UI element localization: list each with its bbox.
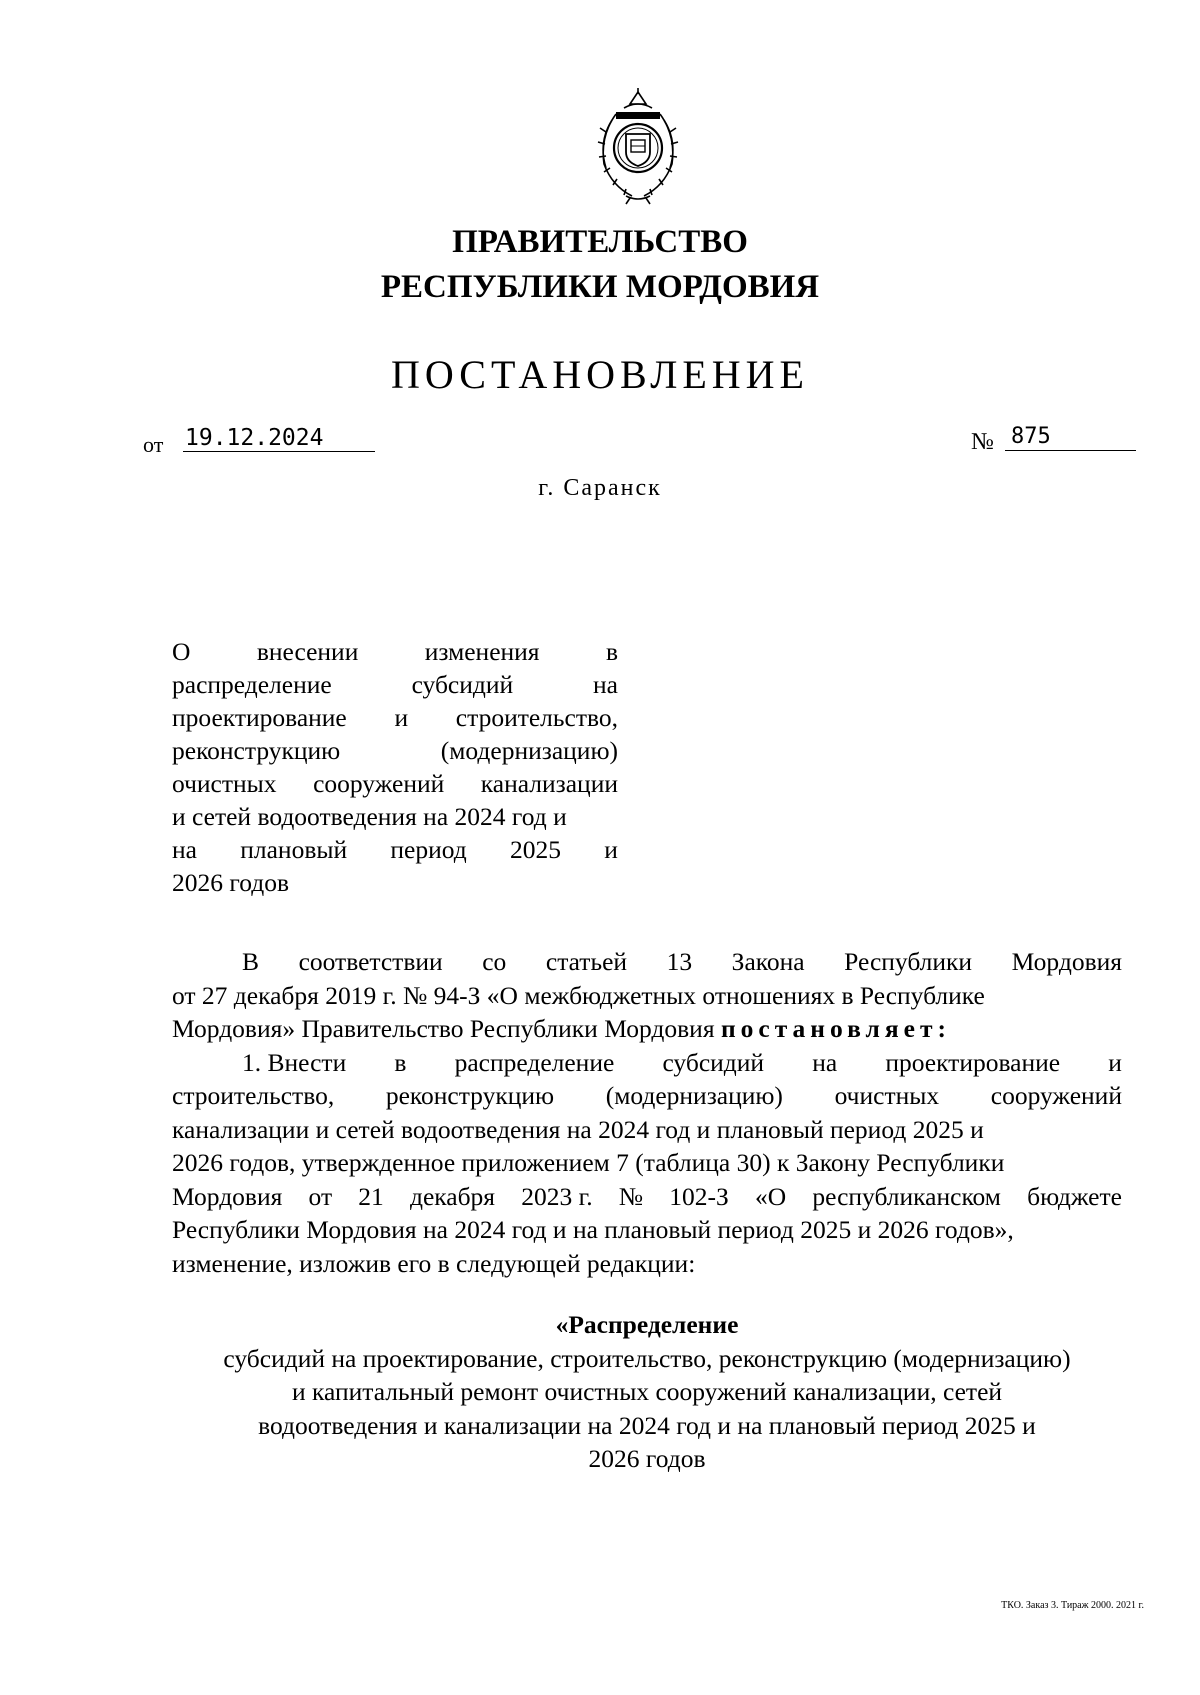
word: 1. Внести — [242, 1047, 347, 1077]
paragraph-legal-basis-last-line — [172, 1012, 1122, 1046]
word: В — [242, 947, 260, 976]
word: и — [1108, 1047, 1122, 1077]
text-line — [172, 1113, 1122, 1147]
word: строительство, — [172, 1081, 335, 1110]
word: реконструкцию — [172, 736, 341, 765]
date-label: от — [143, 432, 164, 457]
text-line — [172, 635, 618, 668]
legal-basis-text: Мордовия» Правительство Республики Мордовия — [172, 1014, 721, 1043]
word: 2023 г. — [521, 1181, 593, 1211]
text-line — [172, 1079, 1122, 1113]
word: в — [394, 1047, 407, 1077]
word: 21 — [358, 1181, 384, 1211]
distribution-title: «Распределение — [555, 1310, 739, 1339]
document-number: 875 — [1005, 424, 1136, 451]
document-body — [172, 945, 1122, 1476]
word: изменения — [424, 637, 540, 666]
word: канализации и сетей водоотведения на 2024 год и плановый период 2025 и — [172, 1114, 984, 1144]
print-run-note: ТКО. Заказ 3. Тираж 2000. 2021 г. — [1001, 1600, 1144, 1611]
text-line — [172, 767, 618, 800]
government-name-line2: РЕСПУБЛИКИ МОРДОВИЯ — [380, 269, 820, 305]
word: канализации — [480, 769, 618, 798]
word: на — [593, 670, 618, 699]
word: очистных — [172, 769, 277, 798]
word: плановый — [240, 835, 348, 864]
distribution-subtitle-line: и капитальный ремонт очистных сооружений канализации, сетей — [291, 1377, 1003, 1406]
word: и — [604, 835, 618, 864]
word: 2025 — [510, 835, 562, 864]
word: Республики — [844, 947, 973, 976]
word: проектирование — [885, 1047, 1061, 1077]
word: 2026 годов, утвержденное приложением 7 (таблица 30) к Закону Республики — [172, 1148, 1005, 1177]
word: на — [812, 1047, 838, 1077]
document-title — [172, 635, 618, 899]
word: О — [172, 637, 191, 666]
word: Закона — [731, 947, 805, 976]
word: и сетей водоотведения на 2024 год и — [172, 802, 567, 831]
word: статьей — [545, 947, 628, 976]
word: (модернизацию) — [440, 736, 618, 765]
word: внесении — [256, 637, 359, 666]
document-type-heading: ПОСТАНОВЛЕНИЕ — [391, 352, 809, 397]
word: очистных — [834, 1081, 940, 1110]
text-line — [172, 866, 618, 899]
text-line — [172, 833, 618, 866]
text-line — [172, 1146, 1122, 1180]
word: «О — [755, 1181, 787, 1211]
document-date: 19.12.2024 — [183, 425, 375, 452]
text-line — [172, 1046, 1122, 1080]
coat-of-arms-icon — [586, 86, 690, 206]
distribution-subtitle-line: 2026 годов — [588, 1444, 706, 1473]
word: от 27 декабря 2019 г. № 94-З «О межбюджетных отношениях в Республике — [172, 980, 985, 1010]
resolves-verb: постановляет: — [720, 1014, 951, 1043]
text-line — [172, 668, 618, 701]
text-line — [172, 945, 1122, 979]
word: декабря — [409, 1181, 496, 1211]
paragraph-legal-basis — [172, 945, 1122, 1012]
government-name-line1: ПРАВИТЕЛЬСТВО — [452, 224, 748, 260]
word: 13 — [666, 947, 693, 976]
text-line — [172, 701, 618, 734]
paragraph-item-1 — [172, 1046, 1122, 1247]
word: сооружений — [313, 769, 445, 798]
word: (модернизацию) — [605, 1081, 783, 1110]
word: строительство, — [455, 703, 618, 732]
word: распределение — [172, 670, 332, 699]
word: реконструкцию — [385, 1081, 555, 1110]
word: Республики Мордовия на 2024 год и на плановый период 2025 и 2026 годов», — [172, 1215, 1014, 1244]
word: 2026 годов — [172, 868, 289, 897]
word: от — [308, 1181, 333, 1211]
text-line — [172, 734, 618, 767]
distribution-subtitle-line: водоотведения и канализации на 2024 год и на плановый период 2025 и — [258, 1410, 1036, 1440]
word: в — [605, 637, 618, 666]
distribution-subtitle-line: субсидий на проектирование, строительство, реконструкцию (модернизацию) — [223, 1343, 1071, 1373]
word: 102-З — [669, 1181, 729, 1211]
word: со — [482, 947, 507, 976]
word: республиканском — [812, 1181, 1001, 1211]
word: сооружений — [990, 1081, 1122, 1110]
text-line — [172, 1180, 1122, 1214]
distribution-subtitle — [172, 1342, 1122, 1476]
paragraph-item-1-last-line: изменение, изложив его в следующей редакции: — [172, 1248, 696, 1278]
text-line — [172, 979, 1122, 1013]
text-line — [172, 800, 618, 833]
word: бюджете — [1027, 1181, 1122, 1211]
word: соответствии — [298, 947, 443, 976]
word: распределение — [454, 1047, 615, 1077]
text-line — [172, 1213, 1122, 1247]
word: проектирование — [172, 703, 347, 732]
word: субсидий — [662, 1047, 765, 1077]
word: на — [172, 835, 197, 864]
city-name: г. Саранск — [538, 475, 662, 501]
word: Мордовия — [172, 1181, 283, 1211]
word: субсидий — [411, 670, 514, 699]
word: Мордовия — [1011, 947, 1122, 976]
number-label: № — [971, 429, 994, 455]
word: № — [618, 1181, 644, 1211]
word: период — [390, 835, 467, 864]
word: и — [394, 703, 409, 732]
